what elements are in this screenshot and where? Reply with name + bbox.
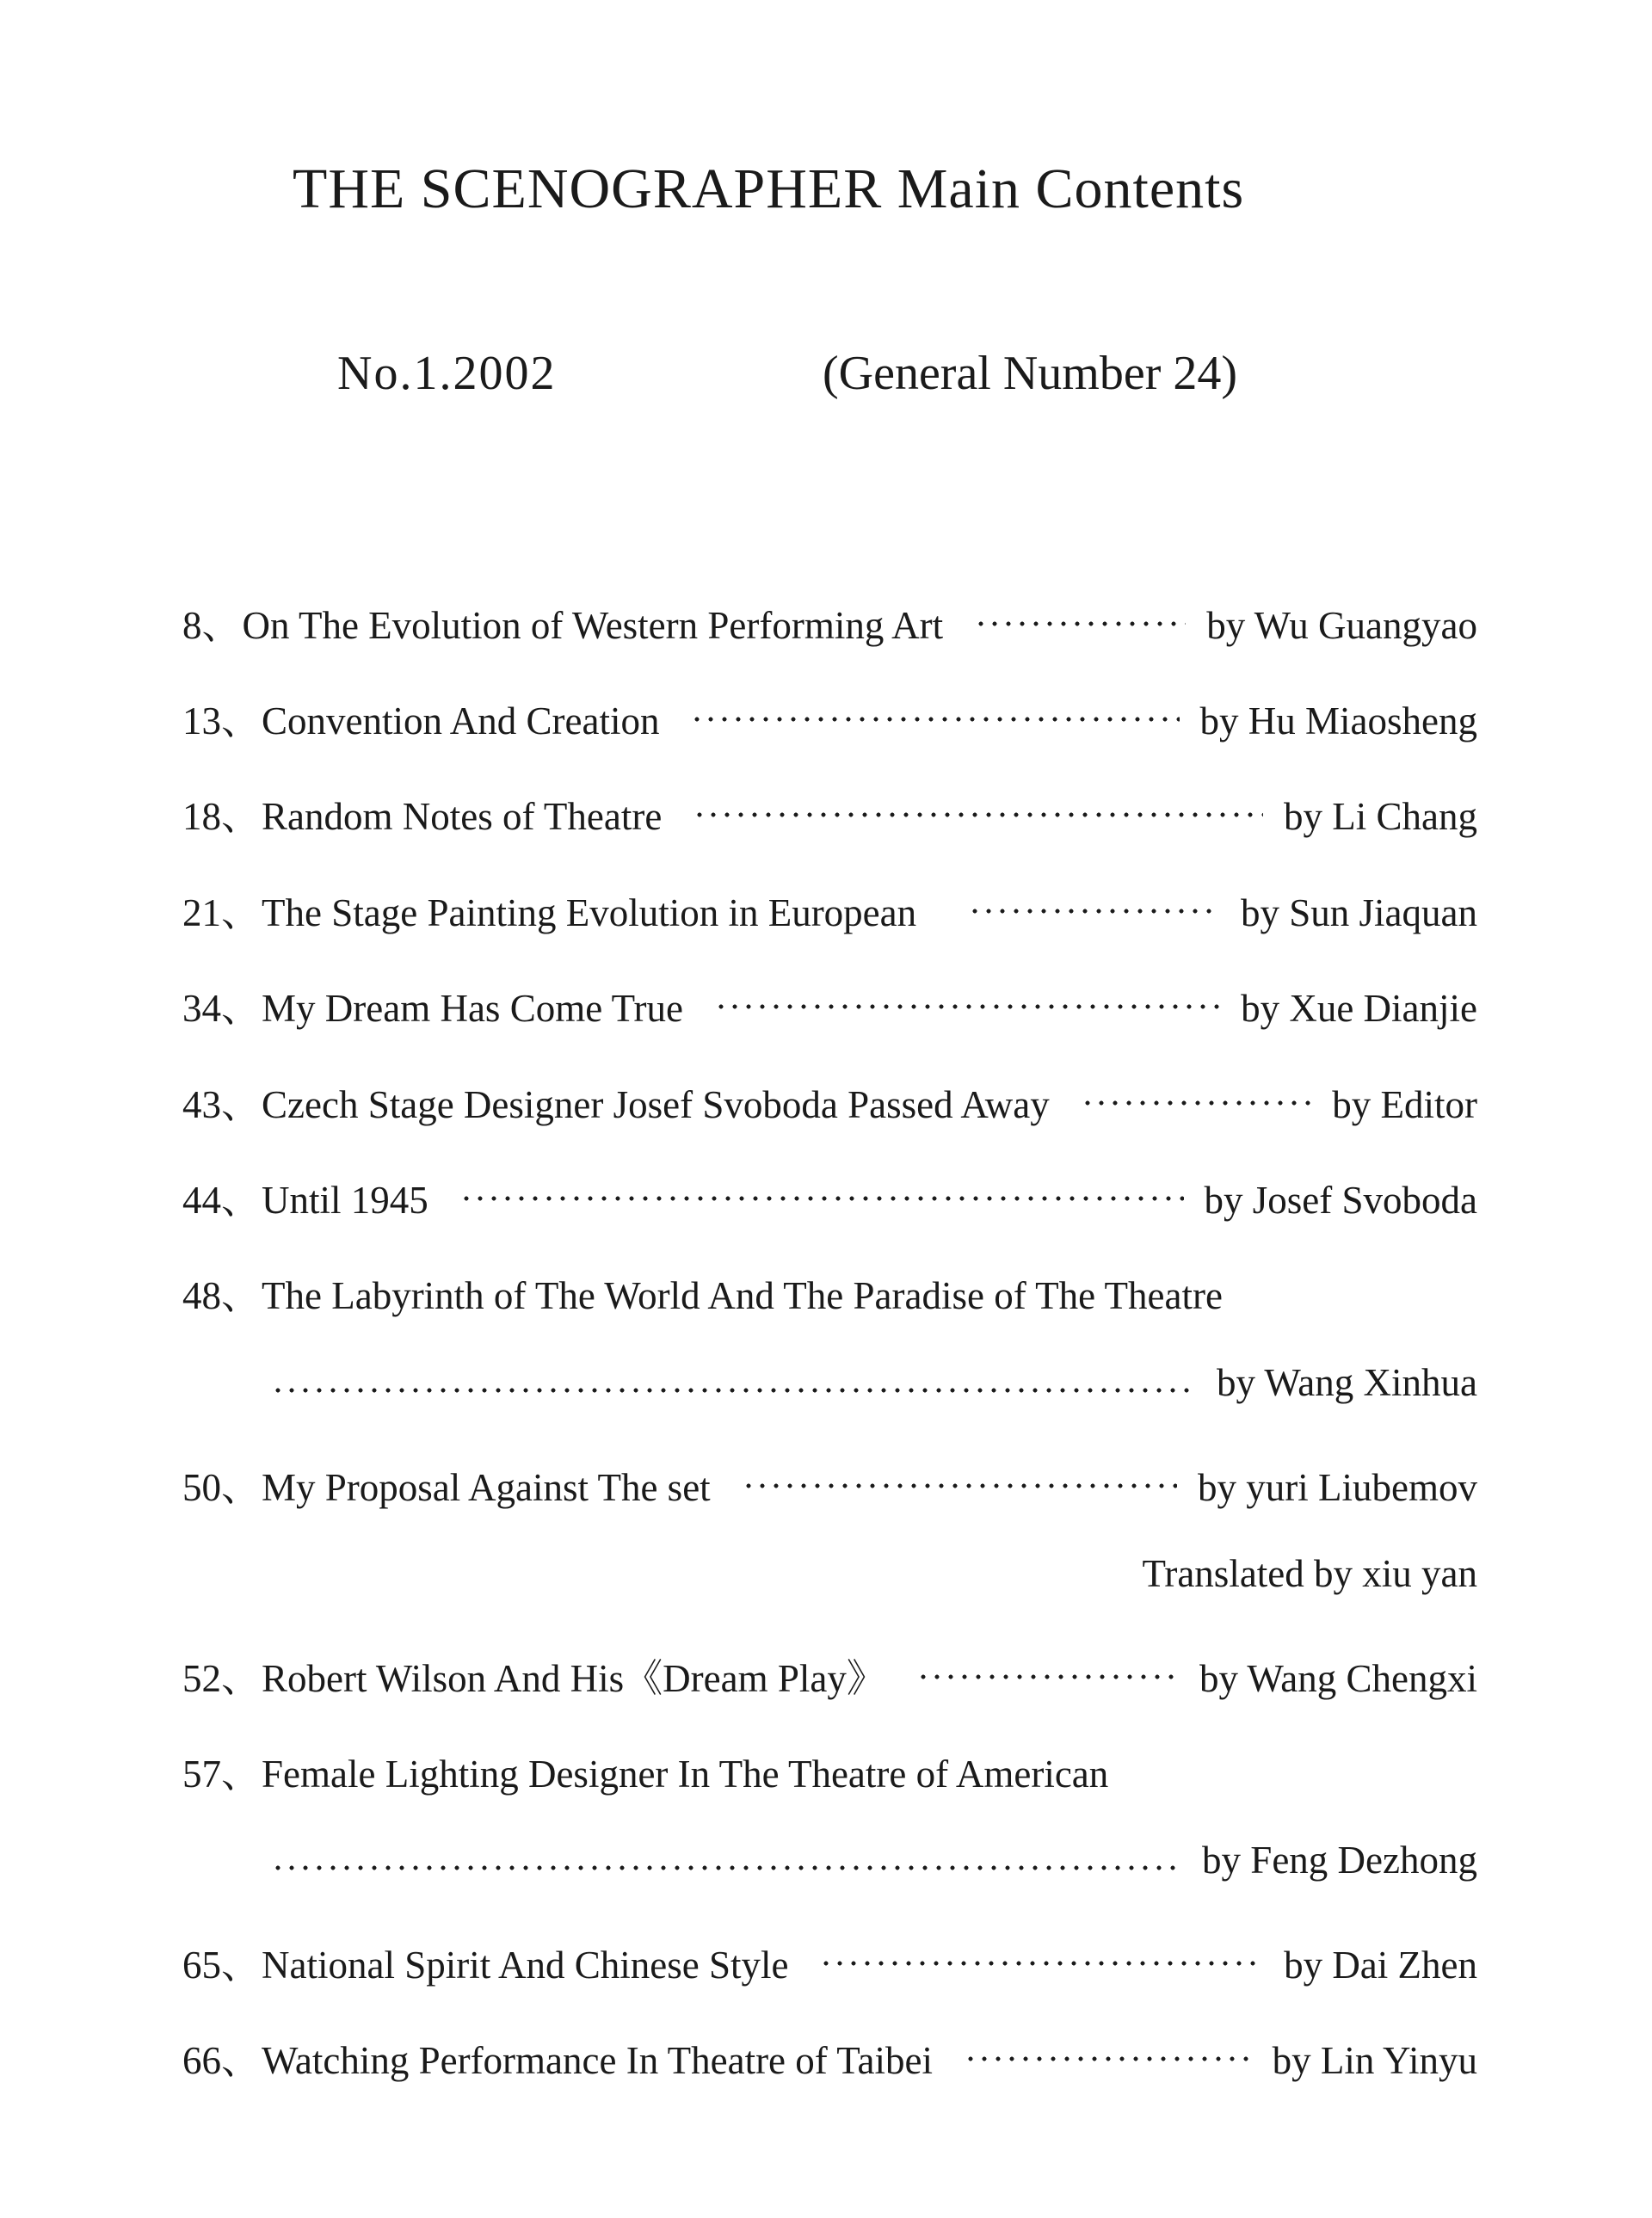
entry-title: Until 1945 [262,1179,428,1222]
general-number: (General Number 24) [823,347,1238,400]
dot-leader [974,619,1186,628]
entry-author: by Josef Svoboda [1204,1179,1477,1222]
entry-separator: 、 [221,1753,261,1796]
toc-entry [182,977,1477,1037]
entry-author: by Dai Zhen [1284,1944,1477,1987]
entry-title: Convention And Creation [262,699,660,742]
entry-title: My Dream Has Come True [262,987,683,1030]
entry-author: by yuri Liubemov [1198,1466,1477,1509]
entry-page-number: 57 [182,1753,221,1796]
entry-separator: 、 [221,1466,261,1509]
entry-separator: 、 [221,1657,261,1700]
issue-number: No.1.2002 [337,347,557,400]
dot-leader [819,1959,1263,1968]
entry-separator: 、 [221,1083,261,1126]
entry-page-number: 34 [182,987,221,1030]
dot-leader [271,1864,1181,1872]
toc-entry [182,594,1477,654]
entry-page-number: 13 [182,699,221,742]
entry-author: by Feng Dezhong [1202,1839,1477,1882]
dot-leader [916,1673,1179,1681]
entry-title: On The Evolution of Western Performing Art [242,604,944,647]
dot-leader [968,907,1220,915]
toc-entry [182,2029,1477,2089]
entry-separator: 、 [221,1179,261,1222]
entry-separator: 、 [221,891,261,934]
toc-entry [182,1264,1477,1324]
entry-title: Robert Wilson And His《Dream Play》 [262,1657,885,1700]
page-title: THE SCENOGRAPHER Main Contents [293,157,1245,220]
entry-separator: 、 [221,1944,261,1987]
entry-page-number: 52 [182,1657,221,1700]
dot-leader [690,715,1179,724]
entry-separator: 、 [221,987,261,1030]
entry-title: The Labyrinth of The World And The Paradise of The Theatre [262,1274,1223,1317]
entry-title: Female Lighting Designer In The Theatre of American [262,1753,1109,1796]
entry-separator: 、 [221,699,261,742]
toc-entry [182,785,1477,845]
toc-entry-continuation [271,1838,1477,1898]
toc-entry [182,689,1477,749]
entry-separator: 、 [221,795,261,838]
entry-author: by Sun Jiaquan [1241,891,1477,934]
toc-entry [182,1073,1477,1133]
entry-author: by Lin Yinyu [1272,2039,1477,2082]
dot-leader [271,1386,1196,1395]
entry-page-number: 66 [182,2039,221,2082]
toc-entry [182,1647,1477,1707]
entry-author: by Li Chang [1284,795,1477,838]
entry-page-number: 65 [182,1944,221,1987]
dot-leader [693,810,1263,819]
toc-entry [182,1168,1477,1229]
entry-page-number: 44 [182,1179,221,1222]
toc-entry [182,1456,1477,1516]
toc-entry [182,881,1477,941]
entry-title: Czech Stage Designer Josef Svoboda Passed Away [262,1083,1050,1126]
dot-leader [742,1482,1177,1490]
toc-entry-continuation [271,1360,1477,1420]
entry-page-number: 21 [182,891,221,934]
entry-title: The Stage Painting Evolution in European [262,891,917,934]
dot-leader [1081,1099,1312,1107]
entry-page-number: 18 [182,795,221,838]
dot-leader [964,2055,1252,2063]
entry-title: National Spirit And Chinese Style [262,1944,789,1987]
entry-page-number: 50 [182,1466,221,1509]
entry-page-number: 48 [182,1274,221,1317]
entry-separator: 、 [201,604,241,647]
entry-page-number: 43 [182,1083,221,1126]
entry-page-number: 8 [182,604,202,647]
entry-author: by Wang Chengxi [1199,1657,1477,1700]
entry-author: by Hu Miaosheng [1199,699,1477,742]
dot-leader [459,1194,1184,1203]
toc-entry [182,1933,1477,1993]
entry-title: Watching Performance In Theatre of Taibei [262,2039,934,2082]
entry-author: by Xue Dianjie [1241,987,1477,1030]
entry-title: Random Notes of Theatre [262,795,663,838]
entry-separator: 、 [221,2039,261,2082]
toc-entry [182,1742,1477,1802]
entry-author: by Wu Guangyao [1206,604,1477,647]
entry-author: by Editor [1332,1083,1477,1126]
entry-separator: 、 [221,1274,261,1317]
dot-leader [714,1002,1220,1011]
entry-translator: Translated by xiu yan [1142,1552,1477,1595]
entry-author: by Wang Xinhua [1216,1361,1477,1404]
entry-title: My Proposal Against The set [262,1466,711,1509]
